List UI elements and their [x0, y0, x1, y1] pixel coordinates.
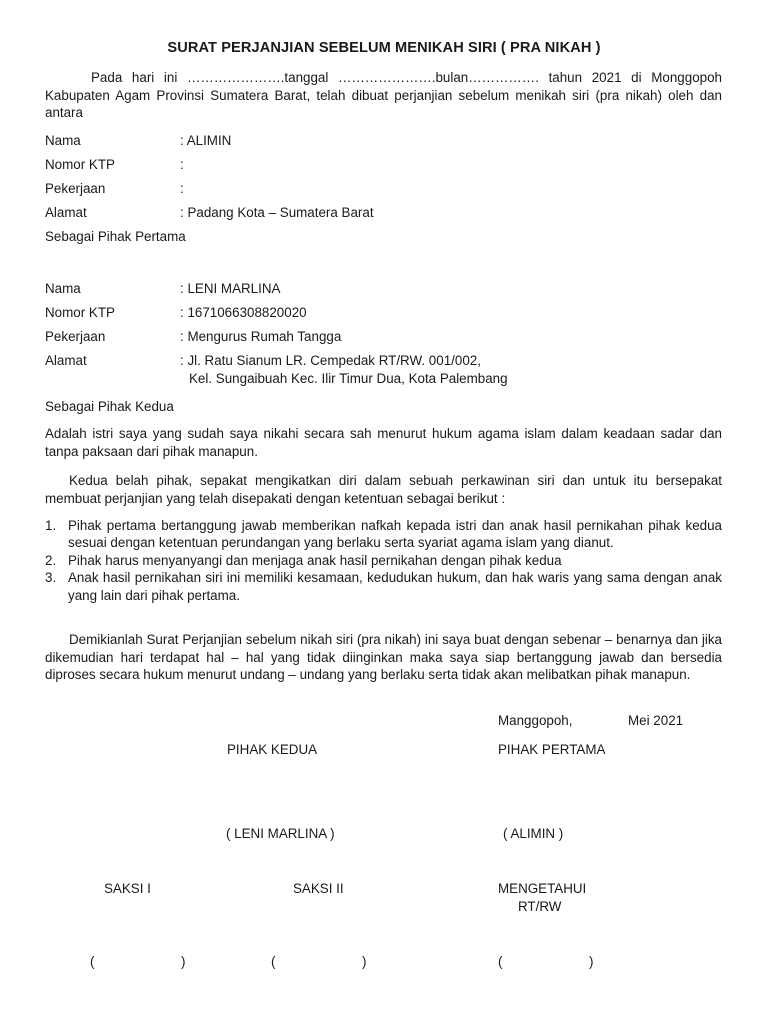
pihak-kedua-name: ( LENI MARLINA ) — [226, 826, 335, 841]
field-value: : ALIMIN — [180, 133, 232, 148]
terms-list — [45, 517, 722, 604]
saksi-1-close-paren: ) — [181, 954, 186, 969]
list-item — [45, 569, 722, 604]
saksi-2-open-paren: ( — [271, 954, 276, 969]
field-value: : Jl. Ratu Sianum LR. Cempedak RT/RW. 001/002, — [180, 353, 481, 368]
term-text: Pihak harus menyanyangi dan menjaga anak hasil pernikahan dengan pihak kedua — [68, 552, 562, 568]
rtrw-close-paren: ) — [589, 954, 594, 969]
saksi-1-open-paren: ( — [90, 954, 95, 969]
signing-date: Mei 2021 — [628, 713, 684, 728]
statement-paragraph: Adalah istri saya yang sudah saya nikahi secara sah menurut hukum agama islam dalam keadaan sadar dan tanpa paksaan dari pihak manapun. — [45, 426, 722, 459]
field-value: : LENI MARLINA — [180, 281, 281, 296]
rtrw-open-paren: ( — [498, 954, 503, 969]
field-label: Nama — [45, 133, 81, 148]
term-number: 2. — [45, 552, 57, 568]
field-label: Nomor KTP — [45, 305, 115, 320]
field-value: : — [180, 181, 184, 196]
list-item — [45, 517, 722, 552]
pihak-pertama-name: ( ALIMIN ) — [503, 826, 564, 841]
term-number: 3. — [45, 570, 57, 586]
saksi-1-label: SAKSI I — [104, 881, 151, 896]
field-value: : — [180, 157, 184, 172]
agreement-intro-paragraph: Kedua belah pihak, sepakat mengikatkan diri dalam sebuah perkawinan siri dan untuk itu bersepakat membuat perjanjian yang telah disepakati dengan ketentuan sebagai berikut : — [45, 473, 722, 506]
field-value: : Padang Kota – Sumatera Barat — [180, 205, 374, 220]
field-value-continued: Kel. Sungaibuah Kec. Ilir Timur Dua, Kota Palembang — [189, 371, 508, 386]
field-value: : 1671066308820020 — [180, 305, 307, 320]
field-value: : Mengurus Rumah Tangga — [180, 329, 342, 344]
pihak-pertama-label: PIHAK PERTAMA — [498, 742, 606, 757]
rtrw-label: RT/RW — [518, 899, 562, 914]
pihak-kedua-label: PIHAK KEDUA — [227, 742, 318, 757]
mengetahui-label: MENGETAHUI — [498, 881, 587, 896]
saksi-2-label: SAKSI II — [293, 881, 344, 896]
document-title: SURAT PERJANJIAN SEBELUM MENIKAH SIRI ( PRA NIKAH ) — [167, 40, 601, 56]
field-label: Nomor KTP — [45, 157, 115, 172]
field-label: Pekerjaan — [45, 329, 106, 344]
field-label: Nama — [45, 281, 81, 296]
list-item — [45, 552, 722, 569]
field-label: Alamat — [45, 353, 87, 368]
party-one-role: Sebagai Pihak Pertama — [45, 229, 186, 244]
saksi-2-close-paren: ) — [362, 954, 367, 969]
field-label: Alamat — [45, 205, 87, 220]
term-text: Pihak pertama bertanggung jawab memberikan nafkah kepada istri dan anak hasil pernikahan pihak kedua sesuai dengan ketentuan perundangan yang berlaku serta syariat agama islam yang dianut. — [68, 518, 722, 551]
signing-place: Manggopoh, — [498, 713, 573, 728]
field-label: Pekerjaan — [45, 181, 106, 196]
term-number: 1. — [45, 518, 57, 533]
intro-paragraph: Pada hari ini ………………….tanggal ………………….bulan……………. tahun 2021 di Monggopoh Kabupaten Agam Provinsi Sumatera Barat, telah dibuat perjanjian sebelum menikah siri (pra nikah) oleh dan antara — [45, 70, 722, 121]
party-two-role: Sebagai Pihak Kedua — [45, 399, 174, 414]
closing-paragraph: Demikianlah Surat Perjanjian sebelum nikah siri (pra nikah) ini saya buat dengan sebenar – benarnya dan jika dikemudian hari terdapat hal – hal yang tidak diinginkan maka saya siap bertanggung jawab dan bersedia diproses secara hukum menurut undang – undang yang berlaku serta tidak akan melibatkan pihak manapun. — [45, 632, 722, 683]
term-text: Anak hasil pernikahan siri ini memiliki kesamaan, kedudukan hukum, dan hak waris yang sama dengan anak yang lain dari pihak pertama. — [68, 570, 722, 603]
